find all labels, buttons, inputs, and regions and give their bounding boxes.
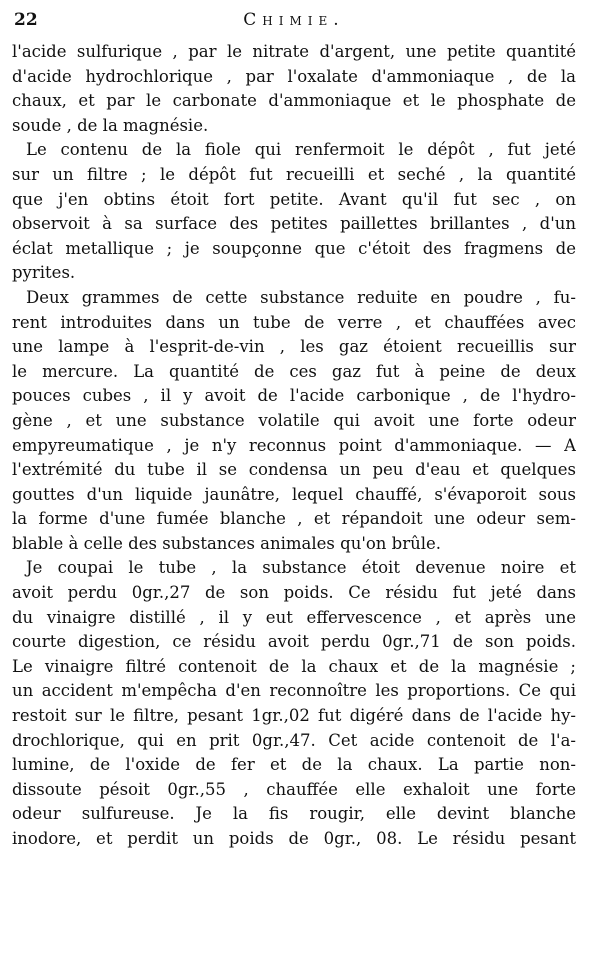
paragraph-p1 — [12, 40, 576, 138]
text-line: l'extrémité du tube il se condensa un peu d'eau et quelques — [12, 460, 576, 480]
paragraph-p3 — [12, 286, 576, 557]
text-line: soude , de la magnésie. — [12, 115, 209, 135]
text-line: éclat metallique ; je soupçonne que c'étoit des fragmens de — [12, 238, 576, 258]
page-number: 22 — [14, 10, 38, 30]
text-line: gouttes d'un liquide jaunâtre, lequel chauffé, s'évaporoit sous — [12, 484, 576, 504]
text-line: la forme d'une fumée blanche , et répandoit une odeur sem- — [12, 509, 576, 529]
text-line: le mercure. La quantité de ces gaz fut à peine de deux — [12, 361, 576, 381]
page-header — [14, 10, 574, 34]
running-head: Chimie. — [243, 10, 345, 30]
text-line: un accident m'empêcha d'en reconnoître les proportions. Ce qui — [12, 681, 576, 701]
text-line: blable à celle des substances animales qu'on brûle. — [12, 533, 442, 553]
text-line: odeur sulfureuse. Je la fis rougir, elle devint blanche — [12, 804, 576, 824]
paragraph-p4 — [12, 556, 576, 851]
text-line: observoit à sa surface des petites paillettes brillantes , d'un — [12, 214, 576, 234]
text-line: dissoute pésoit 0gr.,55 , chauffée elle exhaloit une forte — [12, 779, 576, 799]
paragraph-p2 — [12, 138, 576, 286]
text-line: sur un filtre ; le dépôt fut recueilli et seché , la quantité — [12, 164, 576, 184]
text-line: chaux, et par le carbonate d'ammoniaque et le phosphate de — [12, 91, 576, 111]
text-line: du vinaigre distillé , il y eut effervescence , et après une — [12, 607, 576, 627]
text-line: avoit perdu 0gr.,27 de son poids. Ce résidu fut jeté dans — [12, 583, 576, 603]
text-line: une lampe à l'esprit-de-vin , les gaz étoient recueillis sur — [12, 337, 576, 357]
text-line: empyreumatique , je n'y reconnus point d'ammoniaque. — A — [12, 435, 576, 455]
body-text — [12, 40, 576, 852]
text-line: Le vinaigre filtré contenoit de la chaux et de la magnésie ; — [12, 656, 576, 676]
text-line: rent introduites dans un tube de verre , et chauffées avec — [12, 312, 576, 332]
text-line: d'acide hydrochlorique , par l'oxalate d'ammoniaque , de la — [12, 66, 576, 86]
text-line: Deux grammes de cette substance reduite en poudre , fu- — [26, 287, 576, 307]
text-line: inodore, et perdit un poids de 0gr., 08. Le résidu pesant — [12, 829, 576, 848]
text-line: Je coupai le tube , la substance étoit devenue noire et — [26, 558, 576, 578]
text-line: gène , et une substance volatile qui avoit une forte odeur — [12, 410, 576, 430]
text-line: drochlorique, qui en prit 0gr.,47. Cet acide contenoit de l'a- — [12, 730, 576, 750]
text-line: restoit sur le filtre, pesant 1gr.,02 fut digéré dans de l'acide hy- — [12, 706, 576, 726]
text-line: que j'en obtins étoit fort petite. Avant qu'il fut sec , on — [12, 189, 576, 209]
text-line: pyrites. — [12, 263, 76, 283]
text-line: l'acide sulfurique , par le nitrate d'argent, une petite quantité — [12, 42, 576, 61]
text-line: lumine, de l'oxide de fer et de la chaux. La partie non- — [12, 755, 576, 775]
text-line: pouces cubes , il y avoit de l'acide carbonique , de l'hydro- — [12, 386, 576, 406]
text-line: Le contenu de la fiole qui renfermoit le dépôt , fut jeté — [26, 140, 576, 160]
text-line: courte digestion, ce résidu avoit perdu 0gr.,71 de son poids. — [12, 632, 576, 652]
